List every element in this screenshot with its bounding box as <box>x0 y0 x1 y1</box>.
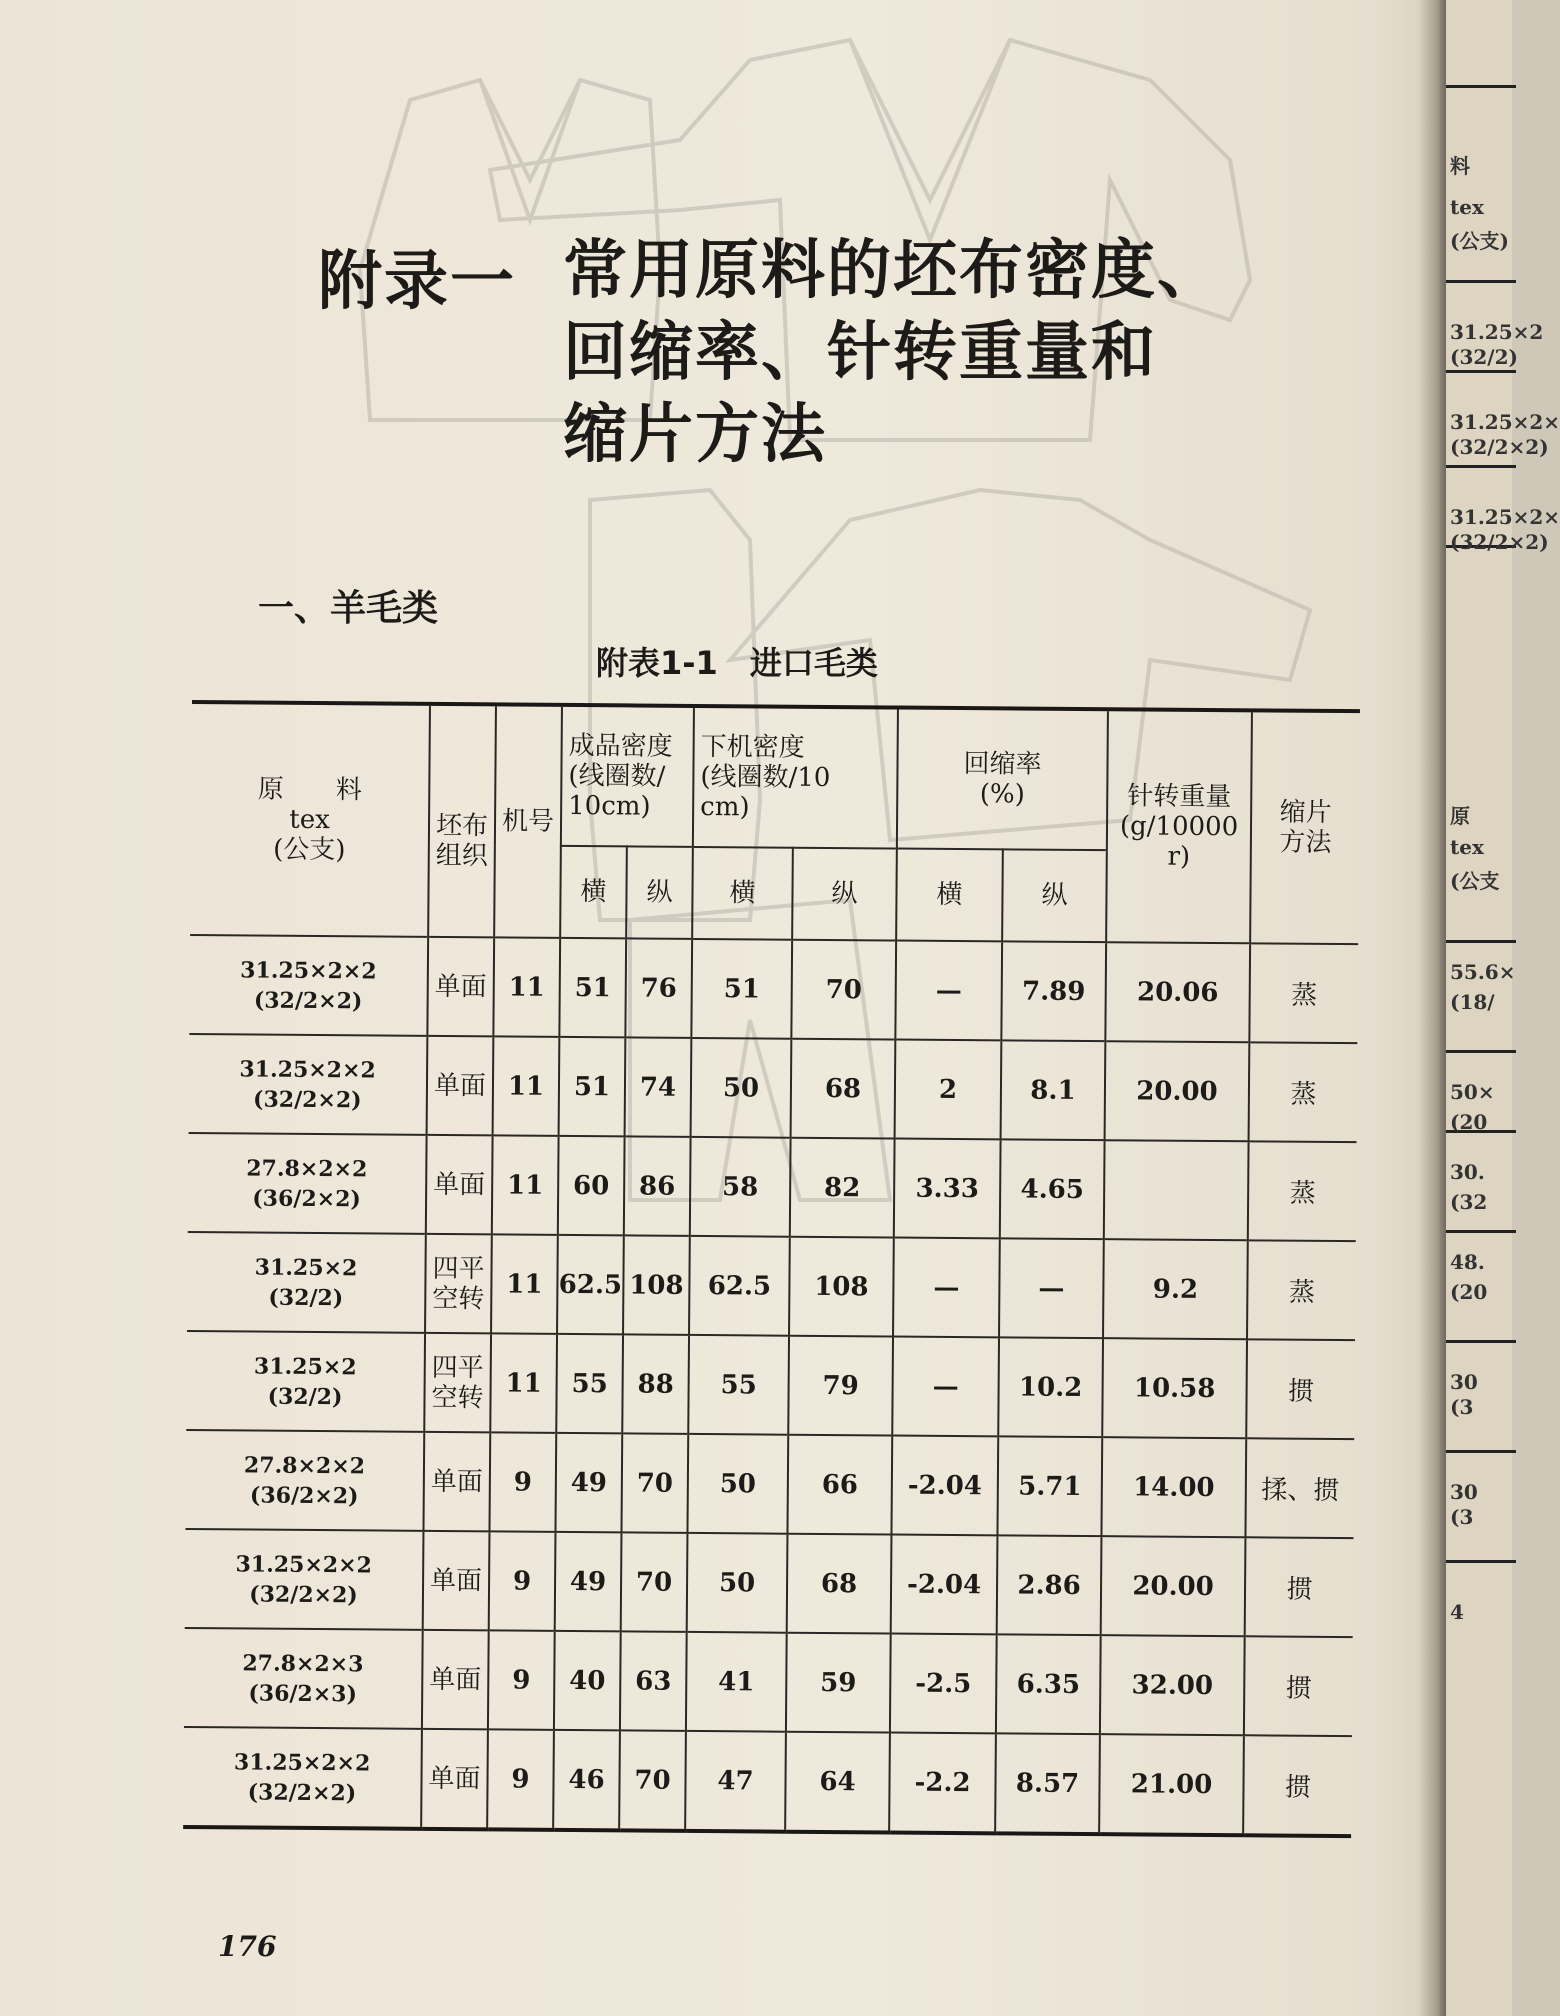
material-cell: 31.25×2 (32/2) <box>187 1232 426 1333</box>
adjacent-page-text: (18/ <box>1450 990 1495 1014</box>
machine-cell: 9 <box>487 1729 554 1830</box>
weave-cell: 四平 空转 <box>425 1234 492 1334</box>
shrink-method-cell: 蒸 <box>1247 1240 1356 1340</box>
adjacent-page-text: (20 <box>1450 1110 1488 1134</box>
header-needle-weight: 针转重量 (g/10000 r) <box>1106 709 1252 943</box>
header-material: 原 料 tex (公支) <box>190 702 430 937</box>
shrink-horizontal-cell: 2 <box>895 1040 1002 1140</box>
finished-horizontal-cell: 51 <box>559 1037 626 1137</box>
table-row <box>188 1133 1357 1241</box>
header-shrinkage: 回缩率 (%) <box>897 708 1108 851</box>
adjacent-page-text: 30 <box>1450 1480 1478 1504</box>
adjacent-rule <box>1446 465 1516 468</box>
machine-cell: 11 <box>490 1333 557 1433</box>
finished-vertical-cell: 88 <box>622 1334 689 1434</box>
adjacent-rule <box>1446 1050 1516 1053</box>
adjacent-page-text: (32/2) <box>1450 345 1518 369</box>
table-row <box>189 935 1358 1043</box>
shrink-horizontal-cell: -2.04 <box>891 1535 998 1635</box>
title-line: 缩片方法 <box>563 397 827 472</box>
adjacent-page-text: (3 <box>1450 1395 1474 1419</box>
material-cell: 27.8×2×2 (36/2×2) <box>185 1430 424 1531</box>
finished-horizontal-cell: 46 <box>553 1730 620 1831</box>
finished-vertical-cell: 86 <box>624 1136 691 1236</box>
table-row <box>185 1529 1354 1637</box>
machine-cell: 11 <box>492 1135 559 1235</box>
table-body <box>183 935 1358 1836</box>
shrink-method-cell: 蒸 <box>1248 1141 1357 1241</box>
shrink-vertical-cell: 7.89 <box>1001 941 1106 1041</box>
offmachine-horizontal-cell: 41 <box>686 1632 787 1732</box>
weave-cell: 单面 <box>423 1432 490 1532</box>
offmachine-vertical-cell: 59 <box>786 1633 891 1733</box>
shrink-horizontal-cell: -2.04 <box>891 1436 998 1536</box>
shrink-horizontal-cell: 3.33 <box>894 1139 1001 1239</box>
needle-weight-cell: 21.00 <box>1099 1734 1244 1835</box>
finished-vertical-cell: 108 <box>623 1235 690 1335</box>
finished-vertical-cell: 70 <box>621 1433 688 1533</box>
adjacent-page-text: 料 <box>1450 154 1470 178</box>
finished-vertical-cell: 70 <box>621 1532 688 1632</box>
subheader-horizontal: 横 <box>896 849 1003 942</box>
subheader-vertical: 纵 <box>792 848 897 941</box>
adjacent-rule <box>1446 85 1516 88</box>
finished-horizontal-cell: 40 <box>554 1631 621 1731</box>
shrink-vertical-cell: 8.1 <box>1001 1040 1106 1140</box>
cardigan-collar <box>850 40 1010 240</box>
shrink-vertical-cell: 10.2 <box>998 1337 1103 1437</box>
adjacent-page-text: (3 <box>1450 1505 1474 1529</box>
machine-cell: 9 <box>489 1531 556 1631</box>
needle-weight-cell: 20.06 <box>1105 942 1250 1042</box>
needle-weight-cell: 14.00 <box>1101 1437 1246 1537</box>
appendix-title-lines <box>563 230 1223 476</box>
offmachine-vertical-cell: 68 <box>787 1534 892 1634</box>
needle-weight-cell: 20.00 <box>1101 1536 1246 1636</box>
adjacent-page-text: 50× <box>1450 1080 1495 1104</box>
material-cell: 27.8×2×3 (36/2×3) <box>184 1628 423 1729</box>
offmachine-horizontal-cell: 47 <box>685 1731 786 1832</box>
needle-weight-cell: 32.00 <box>1100 1635 1245 1735</box>
offmachine-horizontal-cell: 50 <box>691 1038 792 1138</box>
adjacent-rule <box>1446 280 1516 283</box>
shrink-method-cell: 掼 <box>1244 1636 1353 1736</box>
machine-cell: 9 <box>488 1630 555 1730</box>
adjacent-page-text: 55.6× <box>1450 960 1516 984</box>
adjacent-page-text: 31.25×2 <box>1450 320 1544 344</box>
header-row <box>191 702 1360 852</box>
adjacent-page-text: 原 <box>1450 804 1470 828</box>
shrink-method-cell: 掼 <box>1243 1735 1352 1836</box>
material-cell: 27.8×2×2 (36/2×2) <box>188 1133 427 1234</box>
weave-cell: 单面 <box>426 1135 493 1235</box>
offmachine-vertical-cell: 66 <box>787 1435 892 1535</box>
offmachine-vertical-cell: 82 <box>790 1138 895 1238</box>
offmachine-vertical-cell: 108 <box>789 1237 894 1337</box>
machine-cell: 11 <box>493 937 560 1037</box>
subheader-vertical: 纵 <box>1002 849 1107 942</box>
finished-horizontal-cell: 49 <box>555 1532 622 1632</box>
table-row <box>189 1034 1358 1142</box>
shrink-vertical-cell: 5.71 <box>997 1436 1102 1536</box>
adjacent-page-text: 31.25×2× <box>1450 410 1560 434</box>
material-cell: 31.25×2 (32/2) <box>186 1331 425 1432</box>
finished-horizontal-cell: 51 <box>559 938 626 1038</box>
shrink-vertical-cell: 4.65 <box>1000 1139 1105 1239</box>
needle-weight-cell: 10.58 <box>1102 1338 1247 1438</box>
finished-horizontal-cell: 62.5 <box>557 1235 624 1335</box>
shrink-method-cell: 掼 <box>1245 1537 1354 1637</box>
subheader-horizontal: 横 <box>560 846 627 939</box>
section-heading: 一、羊毛类 <box>258 588 439 629</box>
shrink-method-cell: 揉、掼 <box>1245 1438 1354 1538</box>
material-cell: 31.25×2×2 (32/2×2) <box>185 1529 424 1630</box>
offmachine-horizontal-cell: 50 <box>687 1434 788 1534</box>
offmachine-horizontal-cell: 50 <box>687 1533 788 1633</box>
adjacent-rule <box>1446 940 1516 943</box>
finished-vertical-cell: 63 <box>620 1631 687 1731</box>
adjacent-page-text: 48. <box>1450 1250 1485 1274</box>
offmachine-horizontal-cell: 51 <box>691 939 792 1039</box>
shrink-method-cell: 蒸 <box>1249 1042 1358 1142</box>
offmachine-horizontal-cell: 58 <box>690 1137 791 1237</box>
appendix-label: 附录一 <box>318 244 516 319</box>
adjacent-rule <box>1446 1560 1516 1563</box>
subheader-horizontal: 横 <box>692 847 793 940</box>
adjacent-page-text: (公支 <box>1450 869 1500 893</box>
finished-vertical-cell: 74 <box>625 1037 692 1137</box>
shrink-horizontal-cell: -2.2 <box>889 1733 996 1834</box>
machine-cell: 11 <box>491 1234 558 1334</box>
adjacent-page-edge <box>1446 0 1560 2016</box>
shrink-vertical-cell: 2.86 <box>997 1535 1102 1635</box>
header-shrink-method: 缩片 方法 <box>1250 710 1360 944</box>
material-cell: 31.25×2×2 (32/2×2) <box>189 935 428 1036</box>
book-spine-shadow <box>1418 0 1448 2016</box>
weave-cell: 单面 <box>421 1729 488 1830</box>
table-row <box>184 1628 1353 1736</box>
weave-cell: 单面 <box>427 937 494 1037</box>
adjacent-page-text: (20 <box>1450 1280 1488 1304</box>
shrink-horizontal-cell: -2.5 <box>890 1634 997 1734</box>
shrink-vertical-cell: 8.57 <box>995 1733 1100 1834</box>
material-cell: 31.25×2×2 (32/2×2) <box>189 1034 428 1135</box>
material-cell: 31.25×2×2 (32/2×2) <box>183 1727 422 1829</box>
finished-horizontal-cell: 49 <box>555 1433 622 1533</box>
table-row <box>185 1430 1354 1538</box>
subheader-vertical: 纵 <box>626 846 693 939</box>
page-number: 176 <box>218 1930 277 1963</box>
offmachine-horizontal-cell: 62.5 <box>689 1236 790 1336</box>
adjacent-rule <box>1446 1450 1516 1453</box>
adjacent-rule <box>1446 370 1516 373</box>
machine-cell: 11 <box>493 1036 560 1136</box>
adjacent-rule <box>1446 1340 1516 1343</box>
weave-cell: 单面 <box>423 1531 490 1631</box>
finished-vertical-cell: 76 <box>625 938 692 1038</box>
shrink-method-cell: 掼 <box>1246 1339 1355 1439</box>
shrink-vertical-cell: — <box>999 1238 1104 1338</box>
table-row <box>183 1727 1352 1836</box>
offmachine-horizontal-cell: 55 <box>688 1335 789 1435</box>
adjacent-page-text: 30 <box>1450 1370 1478 1394</box>
table-row <box>187 1232 1356 1340</box>
table-caption: 附表1-1 进口毛类 <box>596 644 878 682</box>
machine-cell: 9 <box>489 1432 556 1532</box>
header-offmachine-density: 下机密度 (线圈数/10 cm) <box>693 706 898 849</box>
shrink-vertical-cell: 6.35 <box>996 1634 1101 1734</box>
finished-vertical-cell: 70 <box>619 1730 686 1831</box>
shrink-horizontal-cell: — <box>892 1337 999 1437</box>
adjacent-page-text: 30. <box>1450 1160 1485 1184</box>
finished-horizontal-cell: 55 <box>556 1334 623 1434</box>
needle-weight-cell: 9.2 <box>1103 1239 1248 1339</box>
shrink-horizontal-cell: — <box>893 1238 1000 1338</box>
adjacent-rule <box>1446 1230 1516 1233</box>
title-line: 回缩率、针转重量和 <box>563 315 1157 390</box>
header-finished-density: 成品密度 (线圈数/ 10cm) <box>561 705 694 847</box>
finished-horizontal-cell: 60 <box>558 1136 625 1236</box>
offmachine-vertical-cell: 64 <box>785 1732 890 1833</box>
weave-cell: 单面 <box>422 1630 489 1730</box>
adjacent-page-text: (32/2×2) <box>1450 530 1549 554</box>
adjacent-page-text: (32/2×2) <box>1450 435 1549 459</box>
header-weave: 坯布组织 <box>428 704 496 938</box>
adjacent-page-text: (公支) <box>1450 229 1509 253</box>
adjacent-page-text: tex <box>1450 195 1484 219</box>
header-machine: 机号 <box>494 704 562 938</box>
offmachine-vertical-cell: 70 <box>791 940 896 1040</box>
adjacent-page-text: (32 <box>1450 1190 1488 1214</box>
needle-weight-cell <box>1104 1140 1249 1240</box>
shrink-method-cell: 蒸 <box>1249 943 1358 1043</box>
weave-cell: 四平 空转 <box>424 1333 491 1433</box>
offmachine-vertical-cell: 68 <box>791 1039 896 1139</box>
adjacent-page-text: 31.25×2× <box>1450 505 1560 529</box>
adjacent-page-text: tex <box>1450 835 1484 859</box>
shrink-horizontal-cell: — <box>895 941 1002 1041</box>
weave-cell: 单面 <box>427 1036 494 1136</box>
table-row <box>186 1331 1355 1439</box>
adjacent-page-text: 4 <box>1450 1600 1464 1624</box>
needle-weight-cell: 20.00 <box>1105 1041 1250 1141</box>
offmachine-vertical-cell: 79 <box>788 1336 893 1436</box>
title-line: 常用原料的坯布密度、 <box>563 233 1223 308</box>
density-table <box>183 700 1360 1838</box>
